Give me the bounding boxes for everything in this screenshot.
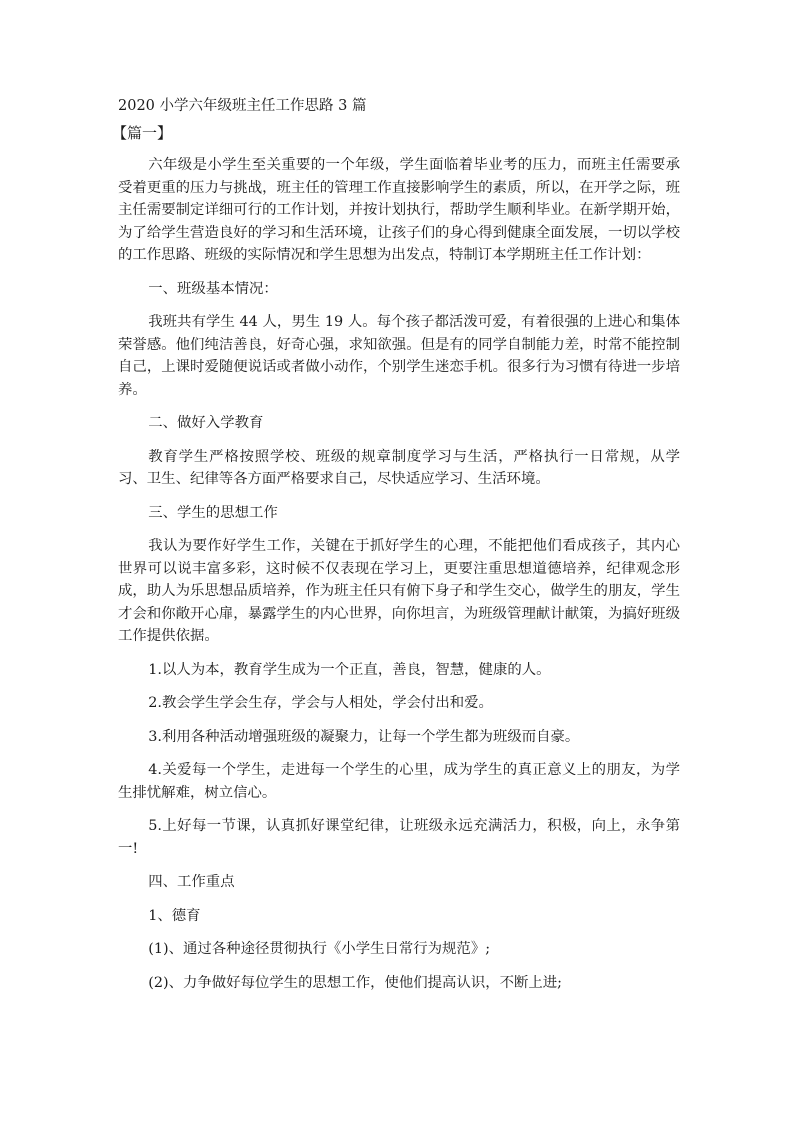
class-situation-paragraph: 我班共有学生 44 人，男生 19 人。每个孩子都活泼可爱，有着很强的上进心和集体荣誉感。他们纯洁善良，好奇心强，求知欲强。但是有的同学自制能力差，时常不能控制自己，上课时爱随便说话或者做小动作，个别学生迷恋手机。很多行为习惯有待进一步培养。 bbox=[118, 314, 680, 398]
section-label: 【篇一】 bbox=[112, 124, 173, 142]
heading-class-situation: 一、班级基本情况： bbox=[148, 280, 278, 297]
intro-paragraph: 六年级是小学生至关重要的一个年级，学生面临着毕业考的压力，而班主任需要承受着更重的压力与挑战，班主任的管理工作直接影响学生的素质，所以，在开学之际，班主任需要制定详细可行的工作计划，并按计划执行，帮助学生顺利毕业。在新学期开始，为了给学生营造良好的学习和生活环境，让孩子们的身心得到健康全面发展，一切以学校的工作思路、班级的实际情况和学生思想为出发点，特制订本学期班主任工作计划： bbox=[118, 157, 680, 263]
list-item: (1)、通过各种途径贯彻执行《小学生日常行为规范》; bbox=[148, 941, 491, 957]
list-item: 5.上好每一节课，认真抓好课堂纪律，让班级永远充满活力，积极，向上，永争第一! bbox=[118, 818, 680, 857]
subheading-moral-education: 1、德育 bbox=[148, 907, 201, 924]
enrollment-education-paragraph: 教育学生严格按照学校、班级的规章制度学习与生活，严格执行一日常规，从学习、卫生、纪律等各方面严格要求自己，尽快适应学习、生活环境。 bbox=[118, 448, 680, 487]
list-item: 4.关爱每一个学生，走进每一个学生的心里，成为学生的真正意义上的朋友，为学生排忧解难，树立信心。 bbox=[118, 762, 680, 801]
list-item: 1.以人为本，教育学生成为一个正直，善良，智慧，健康的人。 bbox=[148, 661, 551, 678]
list-item: 2.教会学生学会生存，学会与人相处，学会付出和爱。 bbox=[148, 695, 493, 711]
ideological-work-paragraph: 我认为要作好学生工作，关键在于抓好学生的心理，不能把他们看成孩子，其内心世界可以说丰富多彩，这时候不仅表现在学习上，更要注重思想道德培养，纪律观念形成，助人为乐思想品质培养，作为班主任只有俯下身子和学生交心，做学生的朋友，学生才会和你敞开心扉，暴露学生的内心世界，向你坦言，为班级管理献计献策，为搞好班级工作提供依据。 bbox=[118, 538, 680, 644]
heading-work-focus: 四、工作重点 bbox=[148, 874, 235, 890]
heading-enrollment-education: 二、做好入学教育 bbox=[148, 415, 264, 431]
document-title: 2020 小学六年级班主任工作思路 3 篇 bbox=[118, 98, 367, 114]
list-item: (2)、力争做好每位学生的思想工作，使他们提高认识，不断上进; bbox=[148, 974, 563, 991]
list-item: 3.利用各种活动增强班级的凝聚力，让每一个学生都为班级而自豪。 bbox=[148, 728, 580, 745]
document-page bbox=[112, 96, 680, 1005]
heading-ideological-work: 三、学生的思想工作 bbox=[148, 504, 278, 521]
